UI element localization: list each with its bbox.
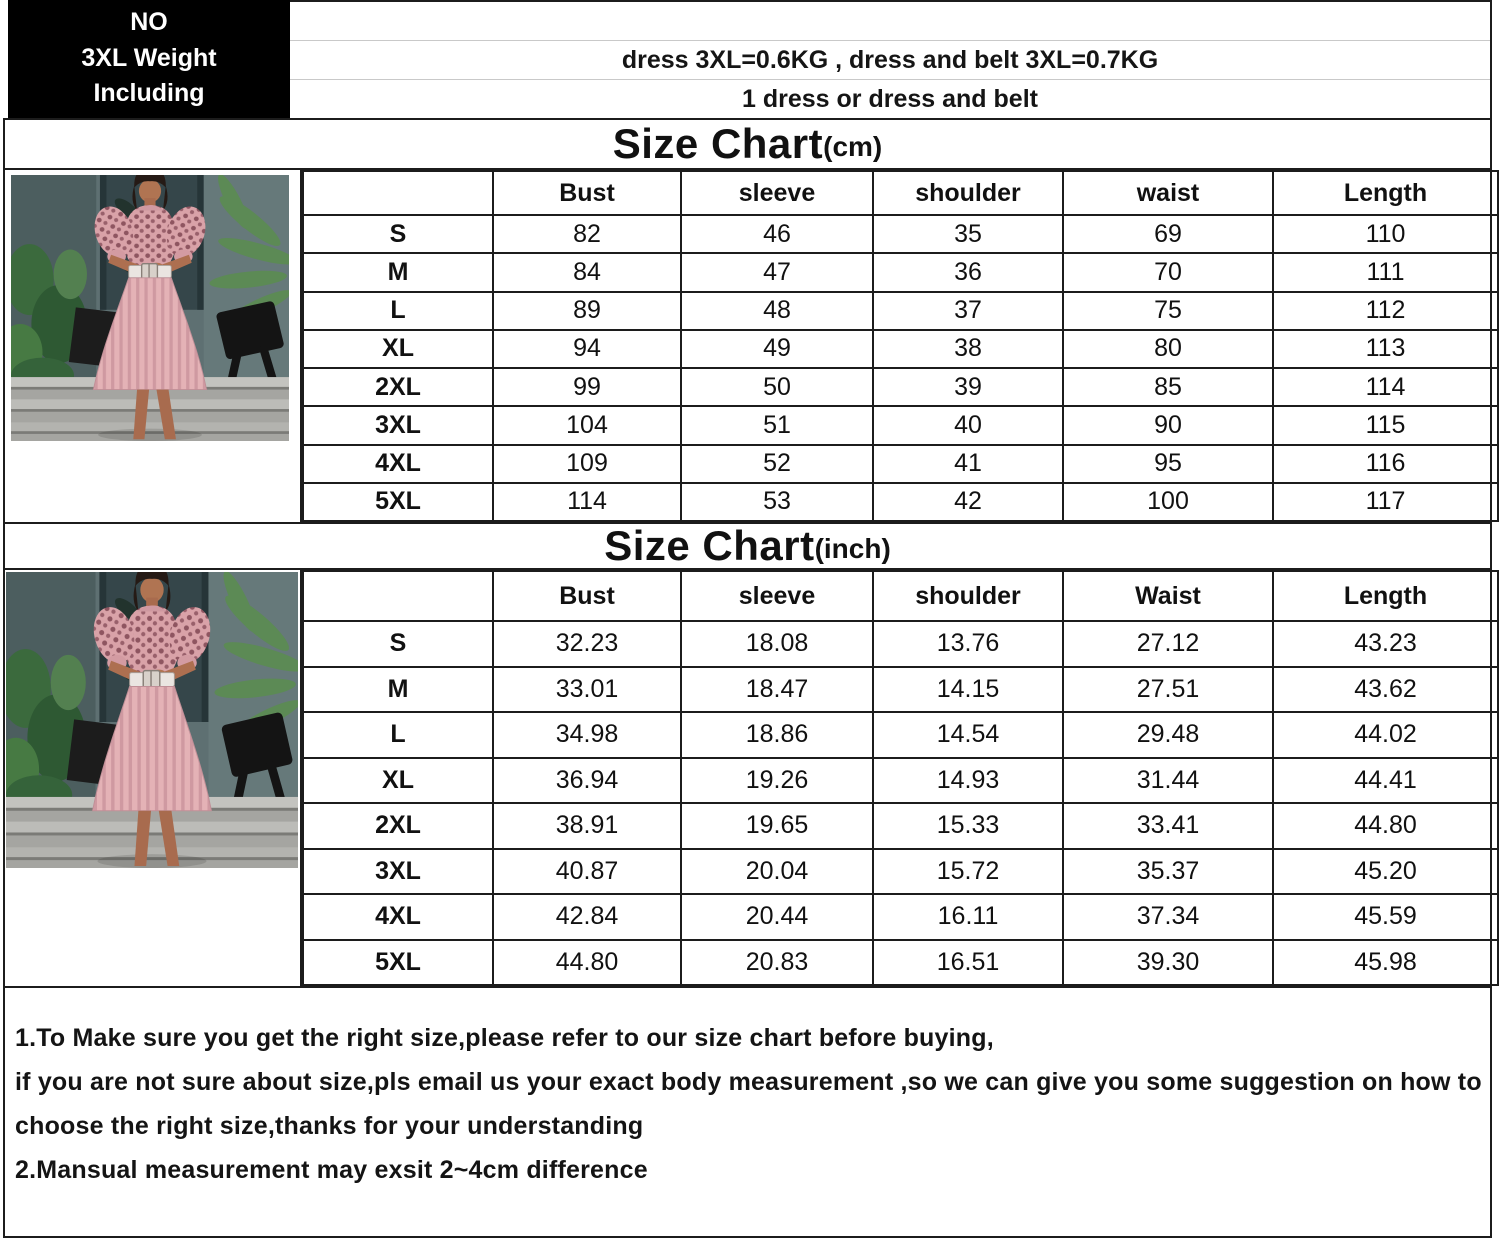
measurement-value: 37 bbox=[873, 292, 1063, 330]
measurement-value: 27.12 bbox=[1063, 621, 1273, 667]
measurement-value: 110 bbox=[1273, 215, 1498, 253]
inch-header-row bbox=[303, 571, 1498, 621]
table-row-2xl bbox=[303, 368, 1498, 406]
weight-label-box bbox=[8, 0, 290, 118]
dress-photo-illustration bbox=[11, 175, 289, 441]
column-header-bust: Bust bbox=[493, 171, 681, 215]
table-row-l bbox=[303, 712, 1498, 758]
measurement-value: 16.51 bbox=[873, 940, 1063, 986]
measurement-value: 117 bbox=[1273, 483, 1498, 521]
measurement-value: 45.59 bbox=[1273, 894, 1498, 940]
table-row-m bbox=[303, 667, 1498, 713]
measurement-value: 95 bbox=[1063, 445, 1273, 483]
measurement-value: 39 bbox=[873, 368, 1063, 406]
measurement-value: 53 bbox=[681, 483, 873, 521]
column-header-sleeve: sleeve bbox=[681, 571, 873, 621]
measurement-value: 94 bbox=[493, 330, 681, 368]
weight-label-line-1: NO bbox=[130, 8, 168, 36]
measurement-value: 44.41 bbox=[1273, 758, 1498, 804]
measurement-value: 29.48 bbox=[1063, 712, 1273, 758]
measurement-value: 114 bbox=[1273, 368, 1498, 406]
measurement-value: 49 bbox=[681, 330, 873, 368]
size-label: 3XL bbox=[303, 406, 493, 444]
measurement-value: 48 bbox=[681, 292, 873, 330]
cm-chart-area bbox=[5, 170, 1490, 524]
chart-title-text: Size Chart bbox=[612, 120, 824, 167]
table-row-xl bbox=[303, 330, 1498, 368]
size-label: 3XL bbox=[303, 849, 493, 895]
weight-label-line-2: 3XL Weight bbox=[81, 43, 217, 72]
measurement-value: 112 bbox=[1273, 292, 1498, 330]
size-label: 2XL bbox=[303, 368, 493, 406]
measurement-value: 41 bbox=[873, 445, 1063, 483]
measurement-value: 37.34 bbox=[1063, 894, 1273, 940]
chart-unit-text: (cm) bbox=[823, 131, 883, 162]
sizing-notes bbox=[5, 988, 1490, 1236]
table-row-l bbox=[303, 292, 1498, 330]
product-photo-cell-inch bbox=[5, 570, 302, 986]
measurement-value: 33.41 bbox=[1063, 803, 1273, 849]
measurement-value: 44.80 bbox=[1273, 803, 1498, 849]
weight-info-row-including: 1 dress or dress and belt bbox=[742, 84, 1038, 113]
measurement-value: 113 bbox=[1273, 330, 1498, 368]
size-label: 5XL bbox=[303, 940, 493, 986]
size-label: XL bbox=[303, 330, 493, 368]
table-row-s bbox=[303, 621, 1498, 667]
measurement-value: 70 bbox=[1063, 253, 1273, 291]
measurement-value: 38.91 bbox=[493, 803, 681, 849]
size-table-inch bbox=[302, 570, 1499, 986]
note-line-4: 2.Mansual measurement may exsit 2~4cm difference bbox=[15, 1156, 648, 1184]
measurement-value: 35 bbox=[873, 215, 1063, 253]
size-table-cm bbox=[302, 170, 1499, 522]
measurement-value: 69 bbox=[1063, 215, 1273, 253]
table-row-5xl bbox=[303, 483, 1498, 521]
measurement-value: 16.11 bbox=[873, 894, 1063, 940]
measurement-value: 52 bbox=[681, 445, 873, 483]
size-label: XL bbox=[303, 758, 493, 804]
size-label: S bbox=[303, 621, 493, 667]
size-label: 2XL bbox=[303, 803, 493, 849]
size-chart-title-inch bbox=[5, 524, 1490, 570]
measurement-value: 89 bbox=[493, 292, 681, 330]
measurement-value: 42 bbox=[873, 483, 1063, 521]
size-label: S bbox=[303, 215, 493, 253]
note-line-3: choose the right size,thanks for your understanding bbox=[15, 1112, 644, 1140]
measurement-value: 100 bbox=[1063, 483, 1273, 521]
measurement-value: 31.44 bbox=[1063, 758, 1273, 804]
measurement-value: 36 bbox=[873, 253, 1063, 291]
measurement-value: 14.15 bbox=[873, 667, 1063, 713]
cm-table-wrap bbox=[302, 170, 1499, 522]
measurement-value: 82 bbox=[493, 215, 681, 253]
column-header-waist: waist bbox=[1063, 171, 1273, 215]
column-header-sleeve: sleeve bbox=[681, 171, 873, 215]
measurement-value: 32.23 bbox=[493, 621, 681, 667]
measurement-value: 104 bbox=[493, 406, 681, 444]
measurement-value: 115 bbox=[1273, 406, 1498, 444]
measurement-value: 84 bbox=[493, 253, 681, 291]
column-header-length: Length bbox=[1273, 571, 1498, 621]
measurement-value: 109 bbox=[493, 445, 681, 483]
column-header-bust: Bust bbox=[493, 571, 681, 621]
product-photo-inch bbox=[6, 572, 298, 868]
measurement-value: 15.72 bbox=[873, 849, 1063, 895]
note-line-1: 1.To Make sure you get the right size,please refer to our size chart before buying, bbox=[15, 1024, 994, 1052]
measurement-value: 80 bbox=[1063, 330, 1273, 368]
size-label: L bbox=[303, 292, 493, 330]
measurement-value: 13.76 bbox=[873, 621, 1063, 667]
measurement-value: 19.26 bbox=[681, 758, 873, 804]
measurement-value: 90 bbox=[1063, 406, 1273, 444]
weight-header bbox=[0, 0, 1500, 118]
measurement-value: 18.86 bbox=[681, 712, 873, 758]
measurement-value: 99 bbox=[493, 368, 681, 406]
measurement-value: 39.30 bbox=[1063, 940, 1273, 986]
table-row-xl bbox=[303, 758, 1498, 804]
measurement-value: 45.20 bbox=[1273, 849, 1498, 895]
table-row-2xl bbox=[303, 803, 1498, 849]
size-label: L bbox=[303, 712, 493, 758]
column-header-length: Length bbox=[1273, 171, 1498, 215]
product-photo-cell-cm bbox=[5, 170, 302, 522]
table-row-5xl bbox=[303, 940, 1498, 986]
weight-label-line-3: Including bbox=[93, 79, 205, 107]
column-header-shoulder: shoulder bbox=[873, 571, 1063, 621]
measurement-value: 50 bbox=[681, 368, 873, 406]
measurement-value: 36.94 bbox=[493, 758, 681, 804]
measurement-value: 33.01 bbox=[493, 667, 681, 713]
table-row-m bbox=[303, 253, 1498, 291]
measurement-value: 116 bbox=[1273, 445, 1498, 483]
product-photo-cm bbox=[11, 175, 289, 441]
measurement-value: 46 bbox=[681, 215, 873, 253]
measurement-value: 18.08 bbox=[681, 621, 873, 667]
measurement-value: 34.98 bbox=[493, 712, 681, 758]
measurement-value: 75 bbox=[1063, 292, 1273, 330]
weight-info-row-weight: dress 3XL=0.6KG , dress and belt 3XL=0.7KG bbox=[290, 41, 1490, 80]
column-header-waist: Waist bbox=[1063, 571, 1273, 621]
measurement-value: 42.84 bbox=[493, 894, 681, 940]
chart-unit-text: (inch) bbox=[814, 533, 891, 564]
measurement-value: 43.62 bbox=[1273, 667, 1498, 713]
measurement-value: 14.93 bbox=[873, 758, 1063, 804]
measurement-value: 43.23 bbox=[1273, 621, 1498, 667]
size-label: 4XL bbox=[303, 445, 493, 483]
table-row-3xl bbox=[303, 406, 1498, 444]
measurement-value: 40.87 bbox=[493, 849, 681, 895]
size-label: M bbox=[303, 667, 493, 713]
table-row-4xl bbox=[303, 445, 1498, 483]
measurement-value: 35.37 bbox=[1063, 849, 1273, 895]
inch-chart-area bbox=[5, 570, 1490, 988]
measurement-value: 51 bbox=[681, 406, 873, 444]
measurement-value: 20.83 bbox=[681, 940, 873, 986]
table-row-4xl bbox=[303, 894, 1498, 940]
measurement-value: 20.44 bbox=[681, 894, 873, 940]
column-header-empty bbox=[303, 571, 493, 621]
measurement-value: 47 bbox=[681, 253, 873, 291]
measurement-value: 38 bbox=[873, 330, 1063, 368]
measurement-value: 27.51 bbox=[1063, 667, 1273, 713]
table-row-3xl bbox=[303, 849, 1498, 895]
measurement-value: 19.65 bbox=[681, 803, 873, 849]
column-header-empty bbox=[303, 171, 493, 215]
weight-info-row-empty bbox=[290, 2, 1490, 41]
weight-info-rows bbox=[290, 0, 1492, 118]
inch-table-wrap bbox=[302, 570, 1499, 986]
measurement-value: 14.54 bbox=[873, 712, 1063, 758]
cm-header-row bbox=[303, 171, 1498, 215]
chart-title-text: Size Chart bbox=[604, 522, 815, 569]
measurement-value: 40 bbox=[873, 406, 1063, 444]
column-header-shoulder: shoulder bbox=[873, 171, 1063, 215]
measurement-value: 44.80 bbox=[493, 940, 681, 986]
measurement-value: 114 bbox=[493, 483, 681, 521]
measurement-value: 111 bbox=[1273, 253, 1498, 291]
measurement-value: 15.33 bbox=[873, 803, 1063, 849]
table-row-s bbox=[303, 215, 1498, 253]
size-label: 4XL bbox=[303, 894, 493, 940]
size-chart-body bbox=[3, 118, 1492, 1238]
measurement-value: 44.02 bbox=[1273, 712, 1498, 758]
measurement-value: 18.47 bbox=[681, 667, 873, 713]
dress-photo-illustration bbox=[6, 572, 298, 868]
size-label: 5XL bbox=[303, 483, 493, 521]
measurement-value: 45.98 bbox=[1273, 940, 1498, 986]
size-label: M bbox=[303, 253, 493, 291]
measurement-value: 85 bbox=[1063, 368, 1273, 406]
note-line-2: if you are not sure about size,pls email us your exact body measurement ,so we can give you some suggestion on how to bbox=[15, 1068, 1482, 1096]
measurement-value: 20.04 bbox=[681, 849, 873, 895]
size-chart-title-cm bbox=[5, 120, 1490, 170]
